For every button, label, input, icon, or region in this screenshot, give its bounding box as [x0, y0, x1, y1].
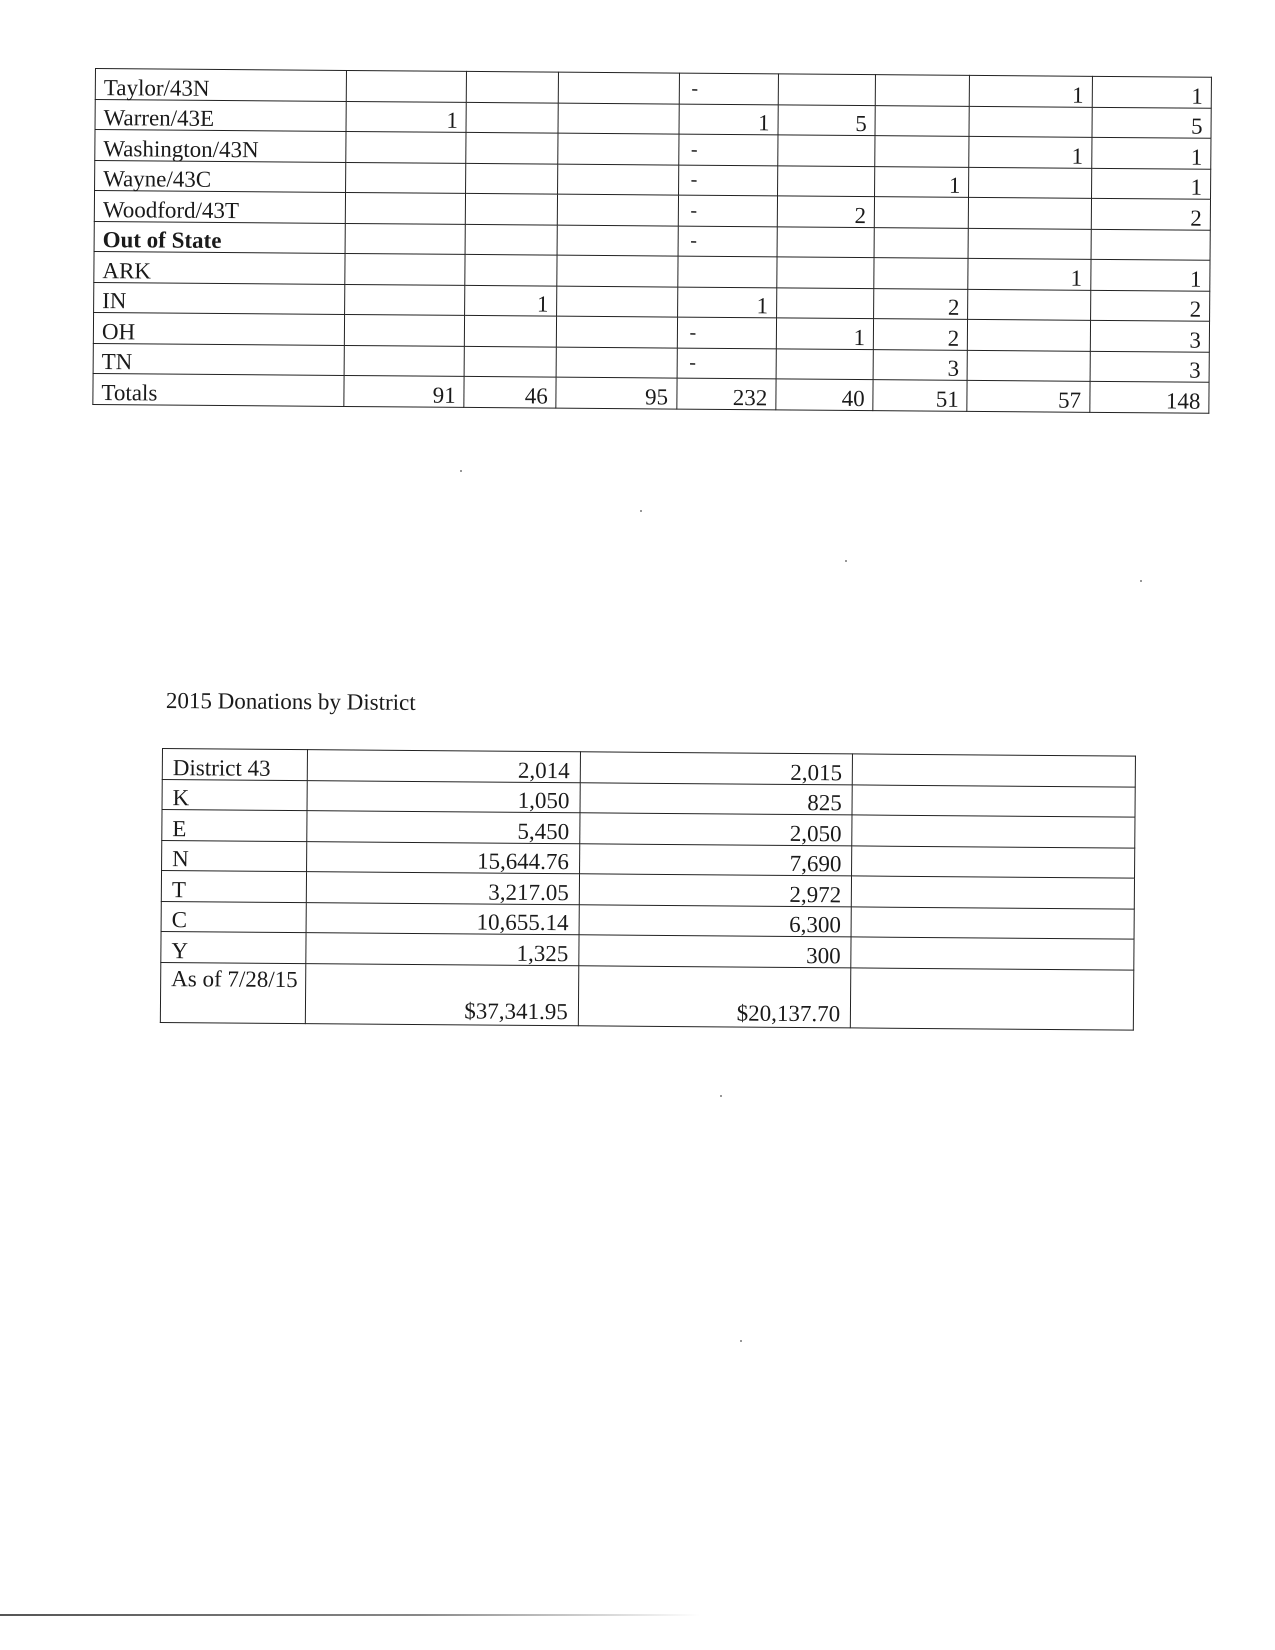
district-label: District 43 — [162, 749, 308, 781]
scan-speck — [845, 560, 847, 562]
table-cell: 3 — [1090, 351, 1210, 382]
table-cell — [874, 258, 968, 289]
table-cell — [345, 284, 466, 315]
table-cell — [557, 225, 678, 256]
table-cell — [967, 350, 1090, 381]
table-cell — [874, 227, 968, 258]
table-cell — [1091, 229, 1211, 260]
table-cell — [777, 257, 875, 288]
scan-speck — [720, 1095, 722, 1097]
table-cell — [778, 74, 876, 105]
table-cell: 1 — [969, 136, 1092, 167]
table-cell: 3 — [873, 349, 967, 380]
table-cell — [874, 197, 968, 228]
district-label: E — [162, 810, 308, 842]
table-cell — [968, 319, 1091, 350]
donation-amount: $37,341.95 — [306, 963, 579, 1025]
table-cell: 5 — [778, 104, 876, 135]
county-counts-body — [93, 69, 1212, 413]
table-cell — [556, 347, 677, 378]
donation-amount: 1,325 — [306, 933, 579, 966]
donation-amount — [851, 906, 1134, 939]
donations-total-row — [160, 962, 1133, 1030]
donation-amount: 2,014 — [308, 750, 581, 783]
table-cell — [778, 135, 876, 166]
row-label: IN — [94, 282, 345, 314]
table-cell — [345, 192, 466, 223]
row-label: OH — [93, 312, 344, 344]
donation-amount: 300 — [579, 935, 852, 968]
donation-amount: 5,450 — [307, 811, 580, 844]
table-cell — [557, 316, 678, 347]
table-cell — [344, 314, 465, 345]
donation-amount — [852, 876, 1135, 909]
donation-amount: 825 — [580, 782, 853, 815]
district-label: N — [162, 840, 308, 872]
table-cell: - — [678, 165, 778, 196]
table-cell: - — [677, 317, 777, 348]
table-cell: 1 — [968, 258, 1091, 289]
table-cell — [777, 165, 875, 196]
table-cell: 46 — [464, 376, 556, 407]
table-cell: - — [678, 195, 778, 226]
row-label: Washington/43N — [95, 130, 346, 162]
table-cell — [558, 194, 679, 225]
donation-amount — [853, 754, 1136, 787]
scan-speck — [1140, 580, 1142, 582]
district-label: Y — [161, 931, 307, 963]
table-cell — [345, 223, 466, 254]
table-cell — [776, 287, 874, 318]
donation-amount: 15,644.76 — [307, 841, 580, 874]
donation-amount: 2,015 — [580, 752, 853, 785]
table-cell: 1 — [346, 101, 467, 132]
donation-amount: 6,300 — [579, 904, 852, 937]
table-cell — [777, 226, 875, 257]
table-cell — [466, 193, 558, 224]
table-cell — [875, 75, 969, 106]
district-label: K — [162, 779, 308, 811]
table-cell: 2 — [1091, 198, 1211, 229]
table-cell — [465, 254, 557, 285]
table-cell — [969, 106, 1092, 137]
donation-amount — [852, 815, 1135, 848]
scan-speck — [740, 1340, 742, 1342]
table-cell: 1 — [677, 287, 777, 318]
table-cell: 148 — [1090, 381, 1210, 412]
table-cell: 1 — [679, 104, 779, 135]
table-cell: 91 — [344, 375, 465, 406]
table-cell — [346, 70, 467, 101]
table-cell — [466, 132, 558, 163]
row-label: Woodford/43T — [94, 191, 345, 223]
table-cell: 2 — [874, 319, 968, 350]
row-label: Wayne/43C — [95, 160, 346, 192]
table-cell — [465, 224, 557, 255]
donation-amount — [852, 845, 1135, 878]
donation-amount — [851, 967, 1134, 1029]
table-cell — [677, 256, 777, 287]
donation-amount: 10,655.14 — [307, 902, 580, 935]
table-cell — [968, 228, 1091, 259]
row-label: Out of State — [94, 221, 345, 253]
scan-edge-line — [0, 1614, 700, 1616]
donations-body — [160, 749, 1135, 1030]
table-cell: - — [679, 73, 779, 104]
table-cell — [346, 162, 467, 193]
table-cell — [345, 253, 466, 284]
district-label: T — [161, 871, 307, 903]
table-cell — [466, 102, 558, 133]
table-cell — [968, 289, 1091, 320]
row-label: TN — [93, 343, 344, 375]
table-cell: 1 — [776, 318, 874, 349]
table-cell: 2 — [874, 288, 968, 319]
donations-by-district-table — [160, 748, 1136, 1030]
table-cell: - — [677, 348, 777, 379]
table-cell — [559, 72, 680, 103]
table-cell — [465, 315, 557, 346]
table-cell: 3 — [1090, 320, 1210, 351]
table-cell — [969, 197, 1092, 228]
table-cell — [875, 136, 969, 167]
county-counts-table — [92, 68, 1212, 413]
donation-amount: 2,972 — [579, 874, 852, 907]
district-label: As of 7/28/15 — [160, 962, 306, 1023]
table-cell: 1 — [465, 285, 557, 316]
table-cell — [875, 105, 969, 136]
donation-amount: 2,050 — [580, 813, 853, 846]
table-cell — [558, 164, 679, 195]
table-cell — [344, 345, 465, 376]
table-cell — [467, 71, 559, 102]
row-label: ARK — [94, 251, 345, 283]
table-cell: 2 — [777, 196, 875, 227]
row-label: Warren/43E — [95, 99, 346, 131]
donation-amount — [852, 784, 1135, 817]
scan-speck — [640, 510, 642, 512]
table-cell: 95 — [556, 377, 677, 408]
donation-amount: 3,217.05 — [307, 872, 580, 905]
table-cell — [558, 103, 679, 134]
table-cell: 1 — [875, 166, 969, 197]
donations-title: 2015 Donations by District — [165, 688, 416, 715]
scan-speck — [460, 470, 462, 472]
donation-amount — [851, 937, 1134, 970]
donation-amount: 7,690 — [579, 843, 852, 876]
table-cell: 40 — [776, 379, 874, 410]
table-cell: 51 — [873, 380, 967, 411]
table-cell — [557, 286, 678, 317]
table-cell — [558, 133, 679, 164]
table-cell: 1 — [1092, 76, 1212, 107]
table-cell: 232 — [676, 378, 776, 409]
table-cell — [466, 163, 558, 194]
table-cell: - — [678, 226, 778, 257]
row-label: Taylor/43N — [95, 69, 346, 101]
table-cell: 1 — [1090, 259, 1210, 290]
table-cell: 1 — [1091, 168, 1211, 199]
row-label: Totals — [93, 373, 344, 405]
table-cell: 1 — [970, 75, 1093, 106]
table-cell: - — [678, 134, 778, 165]
table-cell — [776, 348, 874, 379]
table-cell — [557, 255, 678, 286]
table-cell — [346, 131, 467, 162]
table-cell: 1 — [1091, 137, 1211, 168]
table-cell: 57 — [967, 380, 1090, 411]
table-cell: 5 — [1092, 107, 1212, 138]
table-cell: 2 — [1090, 290, 1210, 321]
donation-amount: $20,137.70 — [578, 965, 851, 1027]
donation-amount: 1,050 — [307, 780, 580, 813]
table-cell — [969, 167, 1092, 198]
district-label: C — [161, 901, 307, 933]
table-cell — [464, 346, 556, 377]
